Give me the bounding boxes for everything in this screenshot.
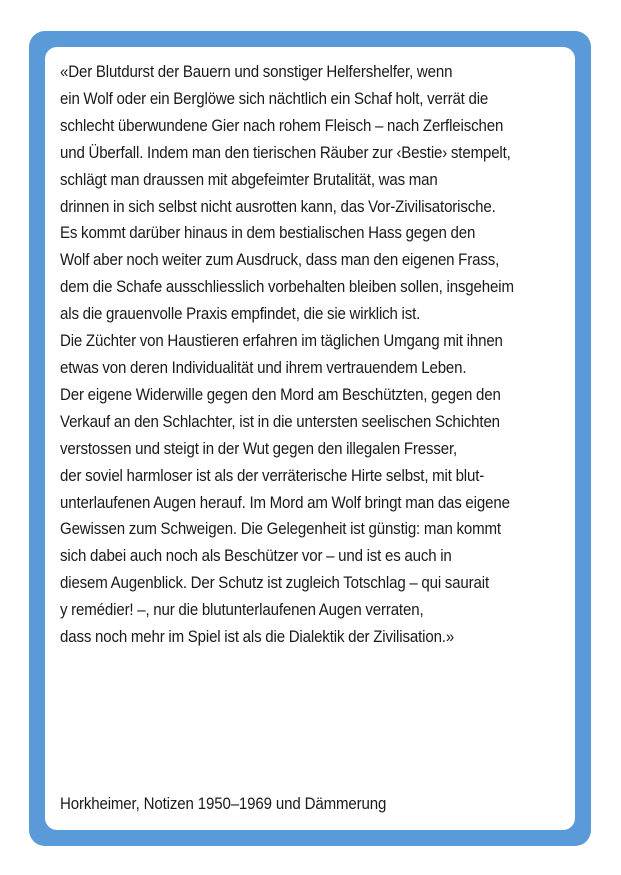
- quote-card-body: [45, 47, 575, 830]
- quote-line: und Überfall. Indem man den tierischen Räuber zur ‹Bestie› stempelt,: [60, 143, 511, 162]
- quote-line: drinnen in sich selbst nicht ausrotten kann, das Vor-Zivilisatorische.: [60, 197, 496, 216]
- quote-line: schlecht überwundene Gier nach rohem Fleisch – nach Zerfleischen: [60, 116, 504, 135]
- quote-line: Wolf aber noch weiter zum Ausdruck, dass man den eigenen Frass,: [60, 251, 500, 270]
- quote-card: [29, 31, 591, 846]
- quote-line: dem die Schafe ausschliesslich vorbehalten bleiben sollen, insgeheim: [60, 278, 514, 297]
- quote-line: der soviel harmloser ist als der verräterische Hirte selbst, mit blut-: [60, 466, 485, 485]
- quote-line: Die Züchter von Haustieren erfahren im täglichen Umgang mit ihnen: [60, 332, 503, 351]
- quote-line: sich dabei auch noch als Beschützer vor – und ist es auch in: [60, 547, 452, 566]
- quote-line: verstossen und steigt in der Wut gegen den illegalen Fresser,: [60, 439, 458, 458]
- quote-line: ein Wolf oder ein Berglöwe sich nächtlich ein Schaf holt, verrät die: [60, 89, 489, 108]
- quote-line: y remédier! –, nur die blutunterlaufenen Augen verraten,: [60, 601, 424, 620]
- quote-line: als die grauenvolle Praxis empfindet, die sie wirklich ist.: [60, 305, 421, 324]
- quote-line: Gewissen zum Schweigen. Die Gelegenheit ist günstig: man kommt: [60, 520, 501, 539]
- quote-line: Es kommt darüber hinaus in dem bestialischen Hass gegen den: [60, 224, 476, 243]
- quote-line: schlägt man draussen mit abgefeimter Brutalität, was man: [60, 170, 438, 189]
- quote-line: Der eigene Widerwille gegen den Mord am Beschützten, gegen den: [60, 385, 501, 404]
- quote-line: dass noch mehr im Spiel ist als die Dialektik der Zivilisation.»: [60, 628, 455, 647]
- quote-line: «Der Blutdurst der Bauern und sonstiger Helfershelfer, wenn: [60, 63, 453, 81]
- quote-line: Verkauf an den Schlachter, ist in die untersten seelischen Schichten: [60, 412, 500, 431]
- quote-text: [60, 59, 581, 651]
- quote-line: unterlaufenen Augen herauf. Im Mord am Wolf bringt man das eigene: [60, 493, 510, 512]
- quote-line: etwas von deren Individualität und ihrem vertrauendem Leben.: [60, 358, 467, 377]
- quote-line: diesem Augenblick. Der Schutz ist zugleich Totschlag – qui saurait: [60, 574, 490, 593]
- quote-source: Horkheimer, Notizen 1950–1969 und Dämmerung: [60, 795, 387, 813]
